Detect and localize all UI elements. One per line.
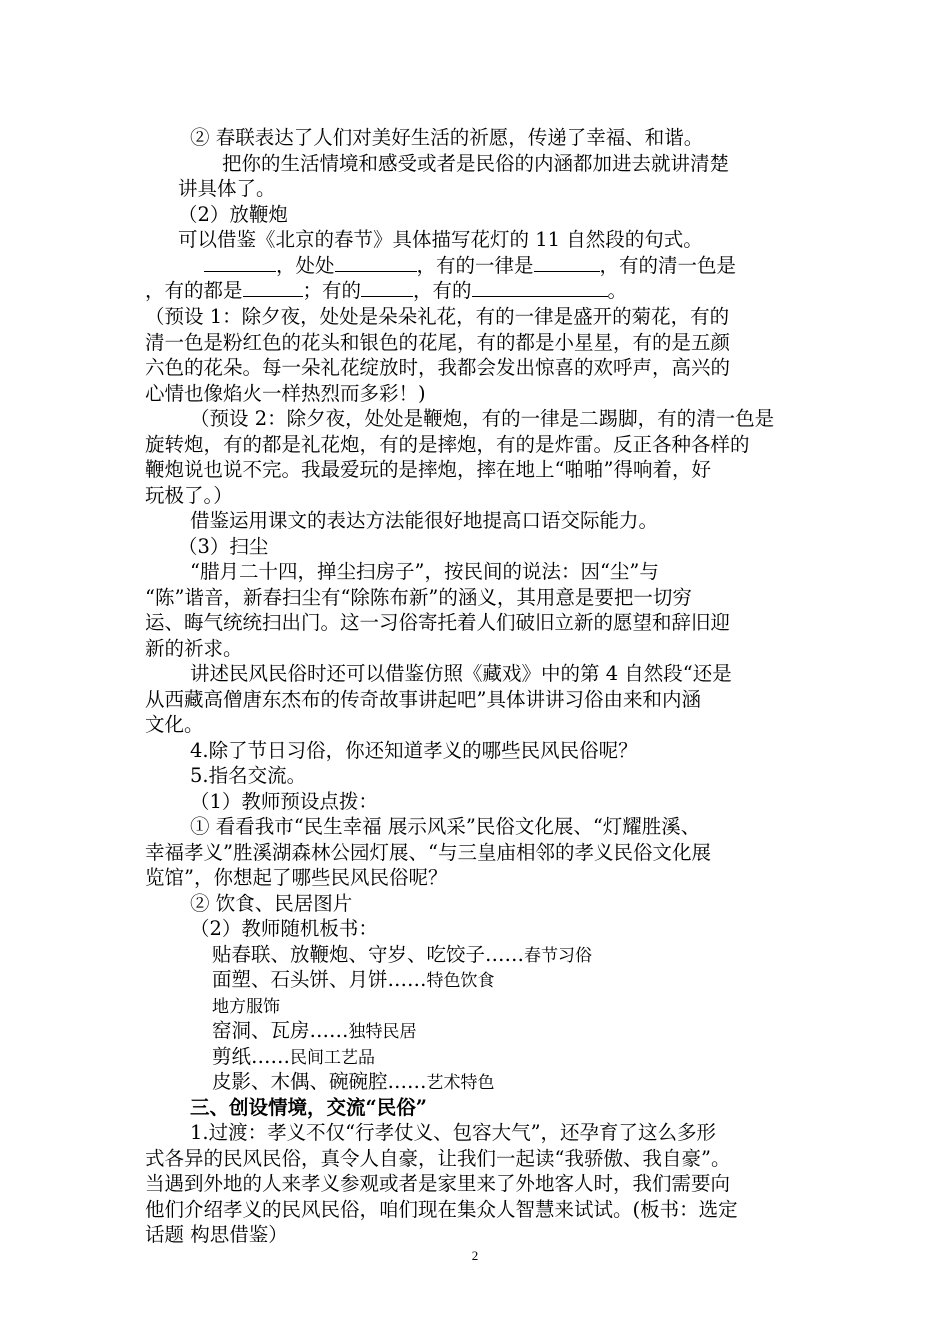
text-line: [178, 176, 276, 201]
line-text: 皮影、木偶、碗碗腔……: [212, 1070, 427, 1093]
line-text: 式各异的民风民俗，真令人自豪，让我们一起读“我骄傲、我自豪”。: [145, 1147, 731, 1170]
line-text: 贴春联、放鞭炮、守岁、吃饺子……: [212, 943, 525, 966]
text-line: [145, 432, 750, 457]
board-category: 春节习俗: [524, 946, 593, 966]
text-line: [145, 585, 692, 610]
fill-text: ，有的清一色是: [599, 254, 737, 277]
line-text: 5.指名交流。: [190, 764, 307, 787]
text-line: [145, 457, 711, 482]
text-line: [190, 891, 352, 916]
line-text: ① 看看我市“民生幸福 展示风采”民俗文化展、“灯耀胜溪、: [190, 815, 701, 838]
fill-text: 。: [607, 279, 628, 302]
line-text: 心情也像焰火一样热烈而多彩！): [145, 382, 426, 405]
text-line: [212, 942, 592, 969]
line-text: （预设 2：除夕夜，处处是鞭炮，有的一律是二踢脚，有的清一色是: [190, 407, 775, 430]
text-line: [178, 534, 268, 559]
text-line: [145, 355, 730, 380]
text-line: [145, 1197, 738, 1222]
line-text: 新的祈求。: [145, 637, 243, 660]
text-line: [190, 406, 774, 431]
text-line: [145, 687, 701, 712]
board-category: 特色饮食: [426, 971, 495, 991]
line-text: 览馆”，你想起了哪些民风民俗呢？: [145, 866, 448, 889]
line-text: （2）教师随机板书：: [190, 917, 378, 940]
blank: [361, 278, 413, 297]
text-line: [145, 840, 711, 865]
line-text: ② 饮食、民居图片: [190, 892, 353, 915]
line-text: 三、创设情境，交流“民俗”: [190, 1096, 427, 1119]
text-line: [190, 1120, 716, 1145]
line-text: 从西藏高僧唐东杰布的传奇故事讲起吧”具体讲讲习俗由来和内涵: [145, 688, 701, 711]
line-text: 鞭炮说也说不完。我最爱玩的是摔炮，摔在地上“啪啪”得响着，好: [145, 458, 711, 481]
text-line: [190, 125, 703, 150]
text-line: [145, 1171, 730, 1196]
text-line: [212, 993, 280, 1020]
text-line: [145, 381, 426, 406]
text-line: [190, 789, 378, 814]
text-line: [178, 227, 703, 252]
line-text: （预设 1：除夕夜，处处是朵朵礼花，有的一律是盛开的菊花，有的: [145, 305, 730, 328]
text-line: [145, 483, 233, 508]
board-category: 民间工艺品: [290, 1048, 376, 1068]
line-text: （1）教师预设点拨：: [190, 790, 378, 813]
line-text: 清一色是粉红色的花头和银色的花尾，有的都是小星星，有的是五颜: [145, 331, 731, 354]
line-text: 借鉴运用课文的表达方法能很好地提高口语交际能力。: [190, 509, 659, 532]
text-line: [212, 967, 495, 994]
blank: [472, 278, 608, 297]
line-text: 把你的生活情境和感受或者是民俗的内涵都加进去就讲清楚: [222, 152, 730, 175]
line-text: 六色的花朵。每一朵礼花绽放时，我都会发出惊喜的欢呼声，高兴的: [145, 356, 731, 379]
fill-text: ，有的一律是: [416, 254, 534, 277]
text-line: [145, 865, 447, 890]
line-text: （2）放鞭炮: [178, 203, 288, 226]
text-line: [212, 1044, 375, 1071]
fill-line-2: [145, 278, 627, 303]
fill-text: ，有的: [413, 279, 472, 302]
line-text: 1.过渡：孝义不仅“行孝仗义、包容大气”，还孕育了这么多形: [190, 1121, 717, 1144]
line-text: 窑洞、瓦房……: [212, 1019, 349, 1042]
line-text: 玩极了。）: [145, 484, 233, 507]
text-line: [190, 661, 732, 686]
line-text: 幸福孝义”胜溪湖森林公园灯展、“与三皇庙相邻的孝义民俗文化展: [145, 841, 711, 864]
line-text: 面塑、石头饼、月饼……: [212, 968, 427, 991]
fill-text: ，处处: [276, 254, 335, 277]
line-text: 剪纸……: [212, 1045, 291, 1068]
line-text: 话题 构思借鉴）: [145, 1223, 288, 1246]
board-category: 艺术特色: [426, 1073, 495, 1093]
fill-text: ；有的: [302, 279, 362, 302]
line-text: 当遇到外地的人来孝义参观或者是家里来了外地客人时，我们需要向: [145, 1172, 731, 1195]
text-line: [190, 508, 658, 533]
text-line: [145, 610, 730, 635]
line-text: 文化。: [145, 713, 204, 736]
line-text: “腊月二十四，掸尘扫房子”，按民间的说法：因“尘”与: [190, 560, 659, 583]
line-text: （3）扫尘: [178, 535, 269, 558]
line-text: 讲述民风民俗时还可以借鉴仿照《藏戏》中的第 4 自然段“还是: [190, 662, 732, 685]
line-text: ② 春联表达了人们对美好生活的祈愿，传递了幸福、和谐。: [190, 126, 704, 149]
text-line: [190, 559, 659, 584]
fill-line-1: [204, 253, 736, 278]
text-line: [145, 1222, 288, 1247]
line-text: 旋转炮，有的都是礼花炮，有的是摔炮，有的是炸雷。反正各种各样的: [145, 433, 750, 456]
text-line: [190, 763, 306, 788]
text-line: [212, 1069, 495, 1096]
blank: [534, 253, 600, 272]
text-line: [145, 330, 730, 355]
text-line: [145, 1146, 730, 1171]
text-line: [145, 636, 243, 661]
text-line: [222, 151, 729, 176]
text-line: [178, 202, 288, 227]
text-line: [145, 712, 204, 737]
text-line: [190, 814, 700, 839]
page-number: 2: [471, 1248, 479, 1263]
text-line: [190, 1095, 427, 1120]
line-text: 4.除了节日习俗，你还知道孝义的哪些民风民俗呢？: [190, 739, 638, 762]
text-line: [212, 1018, 417, 1045]
blank: [204, 253, 276, 272]
text-line: [190, 916, 378, 941]
text-line: [145, 304, 729, 329]
fill-text: ，有的都是: [145, 279, 243, 302]
line-text: “陈”谐音，新春扫尘有“除陈布新”的涵义，其用意是要把一切穷: [145, 586, 692, 609]
blank: [243, 278, 303, 297]
line-text: 运、晦气统统扫出门。这一习俗寄托着人们破旧立新的愿望和辞旧迎: [145, 611, 731, 634]
board-category: 地方服饰: [212, 997, 280, 1017]
line-text: 讲具体了。: [178, 177, 276, 200]
text-line: [190, 738, 638, 763]
board-category: 独特民居: [348, 1022, 417, 1042]
line-text: 他们介绍孝义的民风民俗，咱们现在集众人智慧来试试。(板书：选定: [145, 1198, 738, 1221]
line-text: 可以借鉴《北京的春节》具体描写花灯的 11 自然段的句式。: [178, 228, 703, 251]
blank: [335, 253, 417, 272]
